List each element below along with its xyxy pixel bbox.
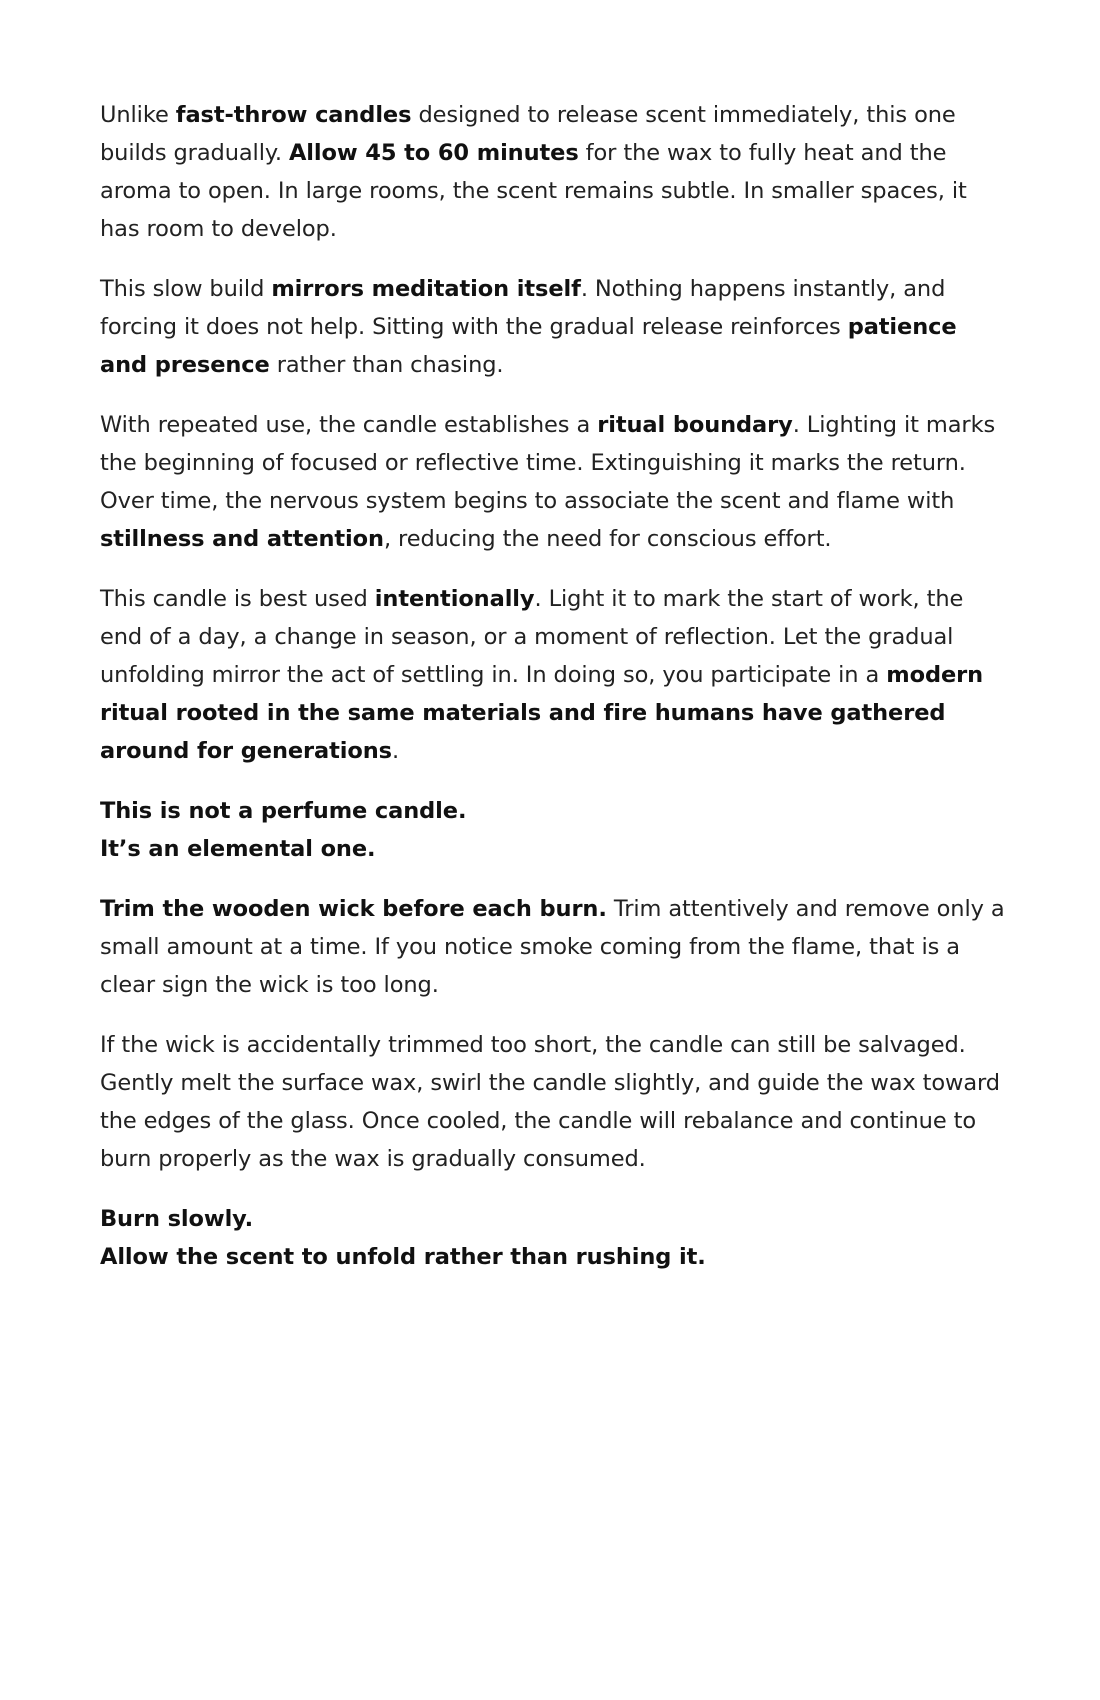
- text-segment: for the wax to fully heat and the aroma to open. In large rooms, the scent remains subtle. In smaller spaces, it has room to develop.: [100, 140, 967, 242]
- document-page: [100, 96, 1005, 1298]
- paragraph-burn-slowly: [100, 1200, 1005, 1276]
- text-segment: This slow build: [100, 276, 272, 302]
- text-segment: This candle is best used: [100, 586, 375, 612]
- paragraph-meditation: [100, 270, 1005, 384]
- emphasis-elemental: It’s an elemental one.: [100, 836, 376, 862]
- emphasis-burn-slowly: Burn slowly.: [100, 1206, 254, 1232]
- text-segment: .: [391, 738, 400, 764]
- emphasis-patience: patience and presence: [100, 314, 957, 378]
- paragraph-slow-throw: [100, 96, 1005, 248]
- emphasis-meditation: mirrors meditation itself: [271, 276, 581, 302]
- emphasis-fast-throw: fast-throw candles: [175, 102, 412, 128]
- emphasis-intentionally: intentionally: [374, 586, 535, 612]
- paragraph-ritual-boundary: [100, 406, 1005, 558]
- text-segment: , reducing the need for conscious effort.: [383, 526, 832, 552]
- text-segment: . Nothing happens instantly, and forcing it does not help. Sitting with the gradual release reinforces: [100, 276, 946, 340]
- emphasis-unfold: Allow the scent to unfold rather than rushing it.: [100, 1244, 706, 1270]
- emphasis-stillness: stillness and attention: [100, 526, 384, 552]
- paragraph-elemental: [100, 792, 1005, 868]
- text-segment: rather than chasing.: [269, 352, 504, 378]
- paragraph-salvage: [100, 1026, 1005, 1178]
- text-segment: If the wick is accidentally trimmed too short, the candle can still be salvaged. Gently melt the surface wax, swirl the candle slightly, and guide the wax toward the edges of the glass. Once cooled, the candle will rebalance and continue to burn properly as the wax is gradually consumed.: [100, 1032, 1000, 1172]
- text-segment: designed to release scent immediately, this one builds gradually.: [100, 102, 956, 166]
- emphasis-ritual-boundary: ritual boundary: [597, 412, 793, 438]
- text-segment: . Light it to mark the start of work, the end of a day, a change in season, or a moment of reflection. Let the gradual unfolding mirror the act of settling in. In doing so, you participate in a: [100, 586, 964, 688]
- emphasis-trim-wick: Trim the wooden wick before each burn.: [100, 896, 607, 922]
- paragraph-trim-wick: [100, 890, 1005, 1004]
- text-segment: With repeated use, the candle establishes a: [100, 412, 598, 438]
- emphasis-modern-ritual: modern ritual rooted in the same materials and fire humans have gathered around for generations: [100, 662, 984, 764]
- text-segment: Unlike: [100, 102, 176, 128]
- text-segment: Trim attentively and remove only a small amount at a time. If you notice smoke coming from the flame, that is a clear sign the wick is too long.: [100, 896, 1005, 998]
- emphasis-not-perfume: This is not a perfume candle.: [100, 798, 467, 824]
- emphasis-burn-time: Allow 45 to 60 minutes: [288, 140, 579, 166]
- paragraph-intentional-use: [100, 580, 1005, 770]
- text-segment: . Lighting it marks the beginning of focused or reflective time. Extinguishing it marks the return. Over time, the nervous system begins to associate the scent and flame with: [100, 412, 996, 514]
